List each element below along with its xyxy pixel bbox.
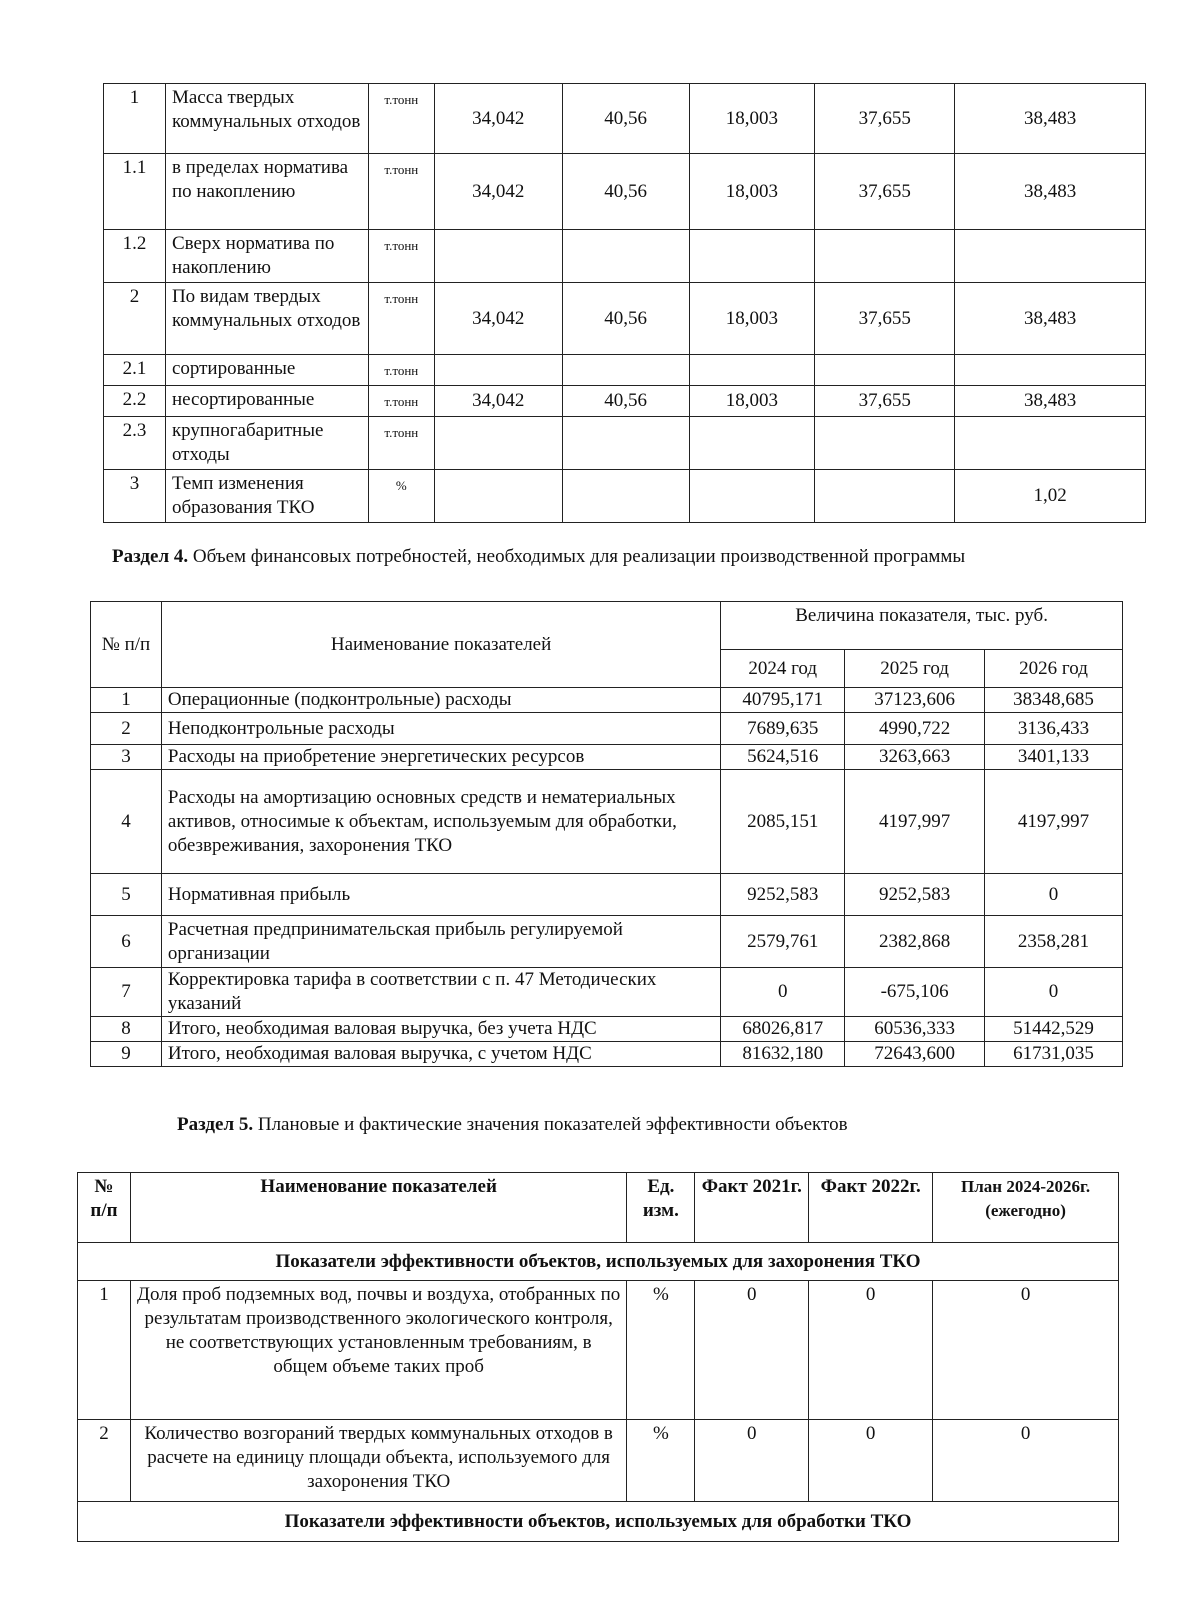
finance-row-value: 0: [985, 874, 1123, 916]
waste-row-name: несортированные: [165, 386, 368, 417]
finance-row-value: 81632,180: [721, 1042, 845, 1067]
eff-row-no: 2: [78, 1420, 131, 1502]
finance-row-name: Неподконтрольные расходы: [161, 713, 720, 745]
finance-row: [91, 688, 1123, 713]
finance-row: [91, 874, 1123, 916]
finance-row-value: 2358,281: [985, 916, 1123, 968]
col-header-value: Величина показателя, тыс. руб.: [721, 602, 1123, 650]
finance-row-value: 38348,685: [985, 688, 1123, 713]
finance-row: [91, 916, 1123, 968]
waste-row-no: 2.2: [104, 386, 166, 417]
section-5-title: Плановые и фактические значения показателей эффективности объектов: [257, 1114, 848, 1135]
section-4-title: Объем финансовых потребностей, необходимых для реализации производственной программы: [192, 546, 966, 567]
waste-row-value: 18,003: [689, 283, 815, 355]
finance-row-value: 37123,606: [845, 688, 985, 713]
waste-row-unit: т.тонн: [368, 230, 434, 283]
financial-needs-table: [90, 601, 1123, 1067]
eff-header-plan: План 2024-2026г. (ежегодно): [933, 1173, 1119, 1243]
waste-row-value: 38,483: [955, 84, 1146, 154]
finance-row-no: 8: [91, 1017, 162, 1042]
eff-header-fact-2022: Факт 2022г.: [809, 1173, 933, 1243]
waste-row-unit: т.тонн: [368, 84, 434, 154]
col-header-year-2024: 2024 год: [721, 650, 845, 688]
finance-row-value: 2382,868: [845, 916, 985, 968]
waste-row-value: [562, 470, 689, 523]
finance-row-value: 40795,171: [721, 688, 845, 713]
waste-row-value: [815, 230, 955, 283]
finance-row-value: 4197,997: [845, 770, 985, 874]
finance-row-value: 60536,333: [845, 1017, 985, 1042]
finance-row-no: 6: [91, 916, 162, 968]
waste-row-value: 40,56: [562, 386, 689, 417]
waste-row-unit: т.тонн: [368, 355, 434, 386]
finance-row-no: 4: [91, 770, 162, 874]
finance-row-value: 61731,035: [985, 1042, 1123, 1067]
finance-row-no: 9: [91, 1042, 162, 1067]
waste-row-value: [689, 230, 815, 283]
finance-row-value: 2085,151: [721, 770, 845, 874]
waste-row-value: 38,483: [955, 283, 1146, 355]
waste-row: [104, 355, 1146, 386]
waste-row-value: 18,003: [689, 154, 815, 230]
eff-row-name: Количество возгораний твердых коммунальных отходов в расчете на единицу площади объекта, используемого для захоронения ТКО: [130, 1420, 626, 1502]
eff-header-unit: Ед. изм.: [627, 1173, 695, 1243]
finance-row-name: Расчетная предпринимательская прибыль регулируемой организации: [161, 916, 720, 968]
eff-row-plan: 0: [933, 1420, 1119, 1502]
waste-row-value: [562, 417, 689, 470]
waste-row-no: 2.1: [104, 355, 166, 386]
waste-row-value: 34,042: [434, 84, 562, 154]
eff-row-unit: %: [627, 1420, 695, 1502]
finance-row-value: 9252,583: [845, 874, 985, 916]
waste-row-value: [815, 470, 955, 523]
eff-group-landfill: Показатели эффективности объектов, используемых для захоронения ТКО: [78, 1243, 1119, 1281]
waste-row-name: По видам твердых коммунальных отходов: [165, 283, 368, 355]
waste-row-value: [955, 230, 1146, 283]
finance-row-no: 3: [91, 745, 162, 770]
finance-row-value: 4197,997: [985, 770, 1123, 874]
waste-row-value: 40,56: [562, 84, 689, 154]
col-header-year-2026: 2026 год: [985, 650, 1123, 688]
waste-row-unit: т.тонн: [368, 417, 434, 470]
section-4-heading: [112, 545, 965, 569]
col-header-name: Наименование показателей: [161, 602, 720, 688]
eff-row-unit: %: [627, 1281, 695, 1420]
waste-row-name: крупногабаритные отходы: [165, 417, 368, 470]
waste-row-value: 37,655: [815, 84, 955, 154]
finance-row-name: Операционные (подконтрольные) расходы: [161, 688, 720, 713]
finance-row-value: 0: [985, 968, 1123, 1017]
finance-row-name: Нормативная прибыль: [161, 874, 720, 916]
waste-row-no: 2.3: [104, 417, 166, 470]
col-header-year-2025: 2025 год: [845, 650, 985, 688]
waste-row-unit: %: [368, 470, 434, 523]
waste-row: [104, 386, 1146, 417]
waste-row-value: 34,042: [434, 386, 562, 417]
waste-row-unit: т.тонн: [368, 386, 434, 417]
finance-row: [91, 968, 1123, 1017]
finance-row-value: 7689,635: [721, 713, 845, 745]
section-5-heading: [177, 1113, 848, 1137]
waste-row-value: [689, 417, 815, 470]
waste-row-value: 18,003: [689, 84, 815, 154]
waste-row-value: 40,56: [562, 154, 689, 230]
finance-row-name: Корректировка тарифа в соответствии с п. 47 Методических указаний: [161, 968, 720, 1017]
eff-header-name: Наименование показателей: [130, 1173, 626, 1243]
eff-row-fact-2021: 0: [695, 1420, 809, 1502]
waste-row-value: [815, 417, 955, 470]
waste-row-name: Масса твердых коммунальных отходов: [165, 84, 368, 154]
finance-row: [91, 1042, 1123, 1067]
finance-row-value: 51442,529: [985, 1017, 1123, 1042]
waste-row-value: [434, 417, 562, 470]
waste-row-value: 37,655: [815, 283, 955, 355]
waste-row-name: в пределах норматива по накоплению: [165, 154, 368, 230]
waste-row-value: 1,02: [955, 470, 1146, 523]
waste-row-value: [434, 230, 562, 283]
finance-row-value: 9252,583: [721, 874, 845, 916]
finance-row-name: Итого, необходимая валовая выручка, без учета НДС: [161, 1017, 720, 1042]
eff-row-fact-2022: 0: [809, 1420, 933, 1502]
waste-row-name: сортированные: [165, 355, 368, 386]
section-5-label: Раздел 5.: [177, 1114, 254, 1135]
finance-row-no: 2: [91, 713, 162, 745]
finance-row-no: 1: [91, 688, 162, 713]
finance-row-value: 3263,663: [845, 745, 985, 770]
finance-row-no: 7: [91, 968, 162, 1017]
waste-row-name: Сверх норматива по накоплению: [165, 230, 368, 283]
waste-row-value: [434, 470, 562, 523]
waste-row-no: 3: [104, 470, 166, 523]
finance-row-value: 72643,600: [845, 1042, 985, 1067]
eff-group-processing: Показатели эффективности объектов, используемых для обработки ТКО: [78, 1502, 1119, 1542]
finance-row-value: 3136,433: [985, 713, 1123, 745]
finance-row: [91, 1017, 1123, 1042]
section-4-label: Раздел 4.: [112, 546, 189, 567]
waste-row-value: 18,003: [689, 386, 815, 417]
finance-row: [91, 745, 1123, 770]
waste-row: [104, 154, 1146, 230]
finance-row-value: 68026,817: [721, 1017, 845, 1042]
finance-row-name: Расходы на приобретение энергетических ресурсов: [161, 745, 720, 770]
efficiency-table: [77, 1172, 1119, 1542]
waste-row-value: [955, 417, 1146, 470]
eff-row-plan: 0: [933, 1281, 1119, 1420]
waste-row-no: 1.2: [104, 230, 166, 283]
finance-row-value: 2579,761: [721, 916, 845, 968]
col-header-no: № п/п: [91, 602, 162, 688]
waste-row-value: [689, 355, 815, 386]
waste-row: [104, 470, 1146, 523]
waste-row-value: [955, 355, 1146, 386]
eff-row-name: Доля проб подземных вод, почвы и воздуха, отобранных по результатам производственного экологического контроля, не соответствующих установленным требованиям, в общем объеме таких проб: [130, 1281, 626, 1420]
finance-row-value: 3401,133: [985, 745, 1123, 770]
finance-row: [91, 770, 1123, 874]
waste-row-name: Темп изменения образования ТКО: [165, 470, 368, 523]
finance-row-name: Итого, необходимая валовая выручка, с учетом НДС: [161, 1042, 720, 1067]
eff-row-no: 1: [78, 1281, 131, 1420]
finance-row-no: 5: [91, 874, 162, 916]
eff-row-fact-2021: 0: [695, 1281, 809, 1420]
waste-row-value: [815, 355, 955, 386]
waste-row-value: 34,042: [434, 283, 562, 355]
finance-row-value: -675,106: [845, 968, 985, 1017]
waste-row-unit: т.тонн: [368, 283, 434, 355]
finance-row-name: Расходы на амортизацию основных средств и нематериальных активов, относимые к объектам, используемым для обработки, обезвреживания, захоронения ТКО: [161, 770, 720, 874]
waste-row-value: 38,483: [955, 386, 1146, 417]
eff-header-no: № п/п: [78, 1173, 131, 1243]
waste-row-no: 1: [104, 84, 166, 154]
waste-row-value: 37,655: [815, 386, 955, 417]
waste-row: [104, 417, 1146, 470]
waste-mass-table: [103, 83, 1146, 523]
waste-row-value: 34,042: [434, 154, 562, 230]
waste-row-value: [562, 355, 689, 386]
waste-row-value: 37,655: [815, 154, 955, 230]
eff-row-fact-2022: 0: [809, 1281, 933, 1420]
finance-row-value: 0: [721, 968, 845, 1017]
waste-row-value: 40,56: [562, 283, 689, 355]
finance-row-value: 5624,516: [721, 745, 845, 770]
waste-row-value: [689, 470, 815, 523]
finance-row-value: 4990,722: [845, 713, 985, 745]
waste-row-value: [434, 355, 562, 386]
eff-header-fact-2021: Факт 2021г.: [695, 1173, 809, 1243]
waste-row-value: 38,483: [955, 154, 1146, 230]
waste-row-value: [562, 230, 689, 283]
waste-row-no: 2: [104, 283, 166, 355]
waste-row: [104, 283, 1146, 355]
waste-row: [104, 84, 1146, 154]
waste-row-no: 1.1: [104, 154, 166, 230]
finance-row: [91, 713, 1123, 745]
waste-row: [104, 230, 1146, 283]
waste-row-unit: т.тонн: [368, 154, 434, 230]
